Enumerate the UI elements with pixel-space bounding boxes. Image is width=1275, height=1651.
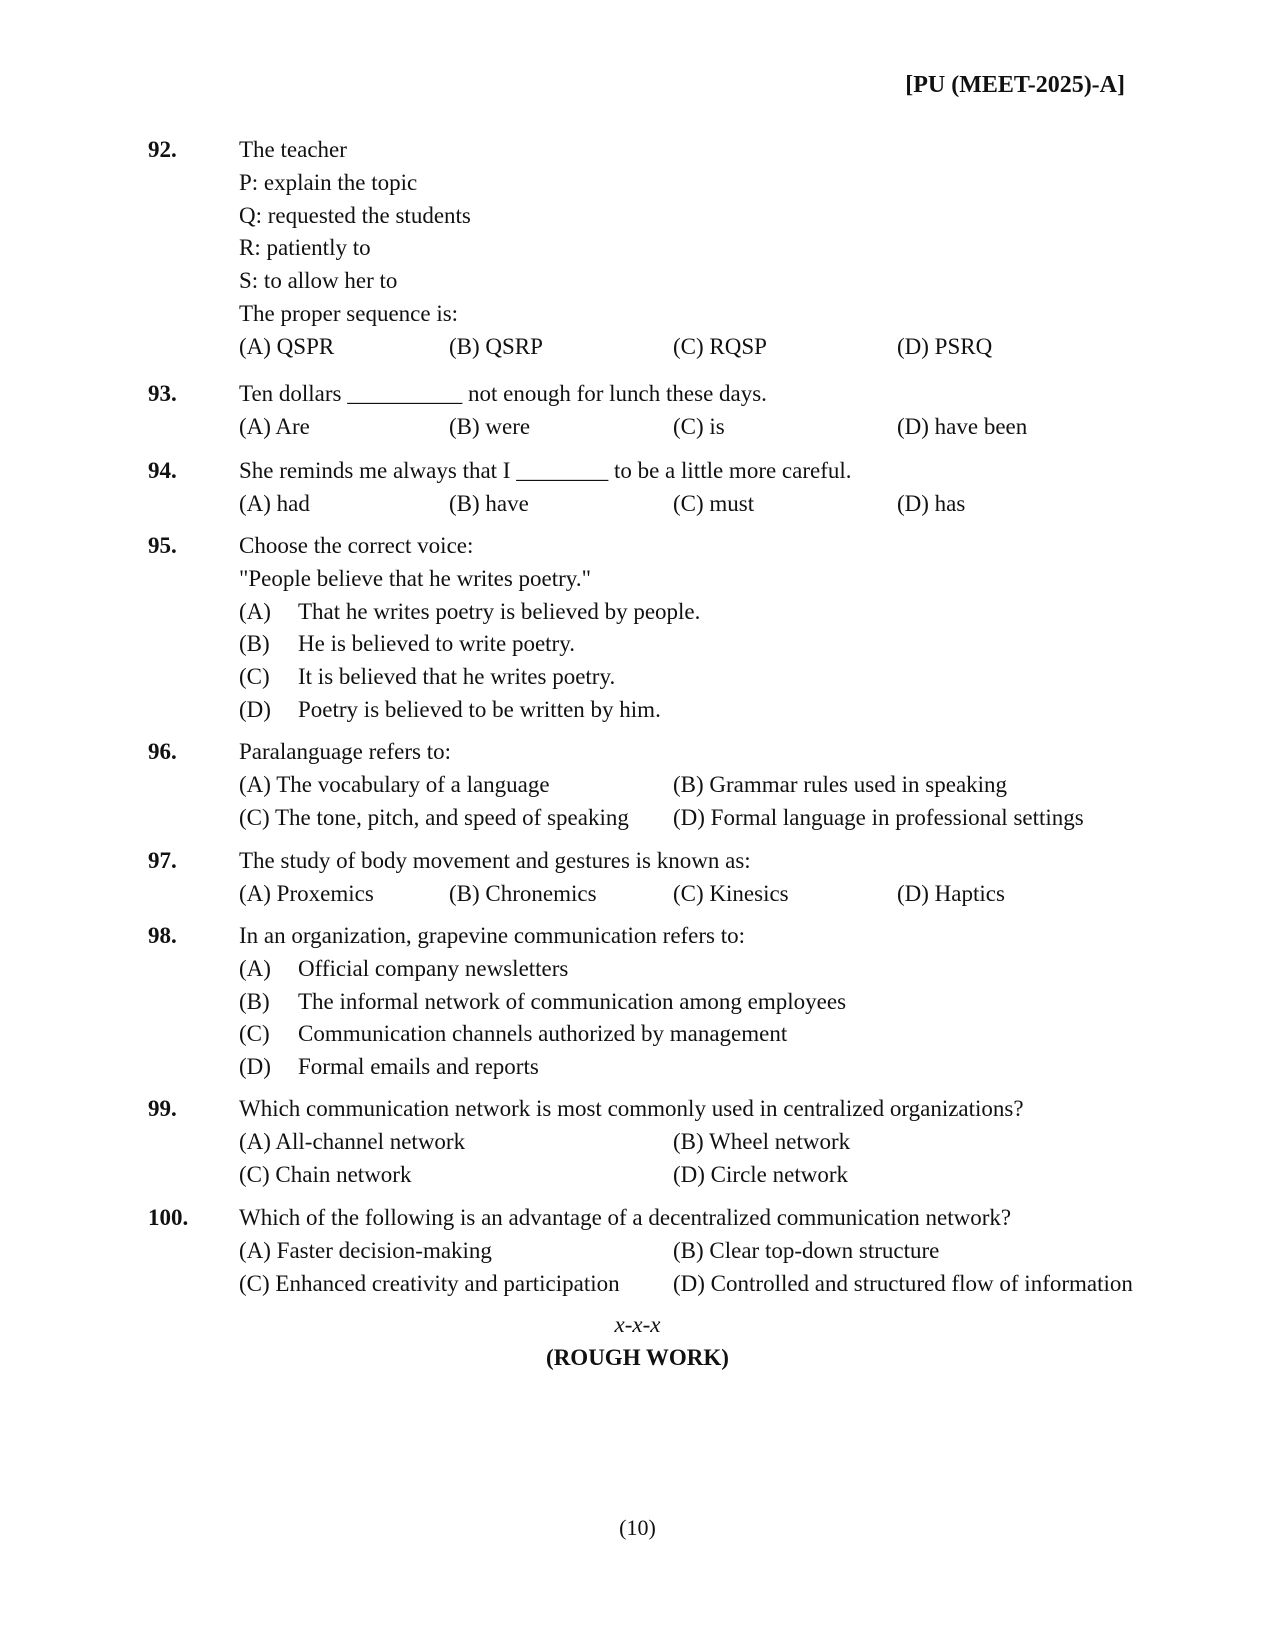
option-row <box>239 1159 1229 1192</box>
question-line: Choose the correct voice: <box>239 533 474 558</box>
option-b <box>239 986 1229 1019</box>
option-row <box>239 1235 1229 1268</box>
option-b: (B) Wheel network <box>673 1128 851 1154</box>
option-d <box>239 694 1229 727</box>
option-a: (A) QSPR <box>239 333 335 359</box>
option-label: (D) <box>239 696 271 722</box>
option-text: It is believed that he writes poetry. <box>298 664 616 690</box>
option-b: (B) Clear top-down structure <box>673 1237 940 1263</box>
option-a: (A) Are <box>239 413 310 439</box>
question-text: Ten dollars __________ not enough for lunch these days. <box>239 381 767 406</box>
option-text: He is believed to write poetry. <box>298 631 575 657</box>
option-a <box>239 953 1229 986</box>
option-label: (A) <box>239 598 271 624</box>
question-text: The study of body movement and gestures is known as: <box>239 848 751 873</box>
question-number: 96. <box>148 739 177 764</box>
end-marker: x-x-x <box>614 1312 661 1337</box>
question-body <box>239 455 1229 521</box>
option-row <box>239 488 1229 521</box>
option-label: (D) <box>239 1054 271 1080</box>
option-c: (C) Chain network <box>239 1161 412 1187</box>
question-body <box>239 920 1229 1084</box>
question-body <box>239 134 1229 364</box>
option-a: (A) had <box>239 490 310 516</box>
option-c <box>239 1018 1229 1051</box>
question-number: 93. <box>148 381 177 406</box>
option-b: (B) QSRP <box>449 333 543 359</box>
option-text: Official company newsletters <box>298 955 569 981</box>
question-number: 99. <box>148 1096 177 1121</box>
option-text: Poetry is believed to be written by him. <box>298 696 661 722</box>
option-d: (D) have been <box>897 413 1028 439</box>
option-b: (B) were <box>449 413 531 439</box>
option-b: (B) Chronemics <box>449 880 597 906</box>
question-text: Which of the following is an advantage of a decentralized communication network? <box>239 1205 1012 1230</box>
option-d: (D) Controlled and structured flow of information <box>673 1270 1133 1296</box>
question-number: 95. <box>148 533 177 558</box>
question-line: Q: requested the students <box>239 202 471 228</box>
question-text: In an organization, grapevine communication refers to: <box>239 923 746 948</box>
option-b <box>239 628 1229 661</box>
option-text: The informal network of communication among employees <box>298 988 847 1014</box>
option-label: (B) <box>239 988 270 1014</box>
option-c: (C) Enhanced creativity and participation <box>239 1270 620 1296</box>
option-row <box>239 1268 1229 1301</box>
question-number: 97. <box>148 848 177 873</box>
question-body <box>239 845 1229 911</box>
option-d: (D) PSRQ <box>897 333 993 359</box>
question-line: R: patiently to <box>239 235 371 261</box>
question-body <box>239 530 1229 727</box>
question-number: 92. <box>148 137 177 162</box>
option-text: That he writes poetry is believed by people. <box>298 598 701 624</box>
option-row <box>239 878 1229 911</box>
option-c: (C) must <box>673 490 755 516</box>
option-label: (A) <box>239 955 271 981</box>
option-c: (C) The tone, pitch, and speed of speaking <box>239 804 629 830</box>
option-d <box>239 1051 1229 1084</box>
question-body <box>239 378 1229 444</box>
question-number: 100. <box>148 1205 189 1230</box>
option-a: (A) Proxemics <box>239 880 374 906</box>
option-text: Communication channels authorized by management <box>298 1021 788 1047</box>
option-row <box>239 411 1229 444</box>
rough-work-heading: (ROUGH WORK) <box>546 1345 729 1370</box>
option-c: (C) RQSP <box>673 333 767 359</box>
question-line: P: explain the topic <box>239 169 418 195</box>
option-d: (D) has <box>897 490 966 516</box>
option-d: (D) Formal language in professional settings <box>673 804 1084 830</box>
option-c: (C) is <box>673 413 725 439</box>
option-row <box>239 1126 1229 1159</box>
question-line: The proper sequence is: <box>239 300 459 326</box>
question-line: "People believe that he writes poetry." <box>239 565 591 591</box>
question-body <box>239 736 1229 834</box>
option-d: (D) Circle network <box>673 1161 848 1187</box>
option-label: (C) <box>239 664 270 690</box>
question-text: She reminds me always that I ________ to be a little more careful. <box>239 458 852 483</box>
question-body <box>239 1202 1229 1300</box>
option-a: (A) Faster decision-making <box>239 1237 492 1263</box>
option-text: Formal emails and reports <box>298 1054 539 1080</box>
option-d: (D) Haptics <box>897 880 1005 906</box>
question-number: 94. <box>148 458 177 483</box>
question-number: 98. <box>148 923 177 948</box>
question-line: S: to allow her to <box>239 268 398 294</box>
option-b: (B) Grammar rules used in speaking <box>673 771 1008 797</box>
option-c: (C) Kinesics <box>673 880 789 906</box>
option-row <box>239 331 1229 364</box>
option-a <box>239 596 1229 629</box>
option-c <box>239 661 1229 694</box>
option-label: (B) <box>239 631 270 657</box>
option-row <box>239 769 1229 802</box>
question-body <box>239 1093 1229 1191</box>
question-text: Which communication network is most commonly used in centralized organizations? <box>239 1096 1024 1121</box>
question-line: The teacher <box>239 137 347 162</box>
option-a: (A) The vocabulary of a language <box>239 771 550 797</box>
question-text: Paralanguage refers to: <box>239 739 452 764</box>
option-row <box>239 802 1229 835</box>
page-number: (10) <box>619 1515 656 1540</box>
paper-code: [PU (MEET-2025)-A] <box>905 72 1125 98</box>
option-label: (C) <box>239 1021 270 1047</box>
option-a: (A) All-channel network <box>239 1128 466 1154</box>
option-b: (B) have <box>449 490 529 516</box>
